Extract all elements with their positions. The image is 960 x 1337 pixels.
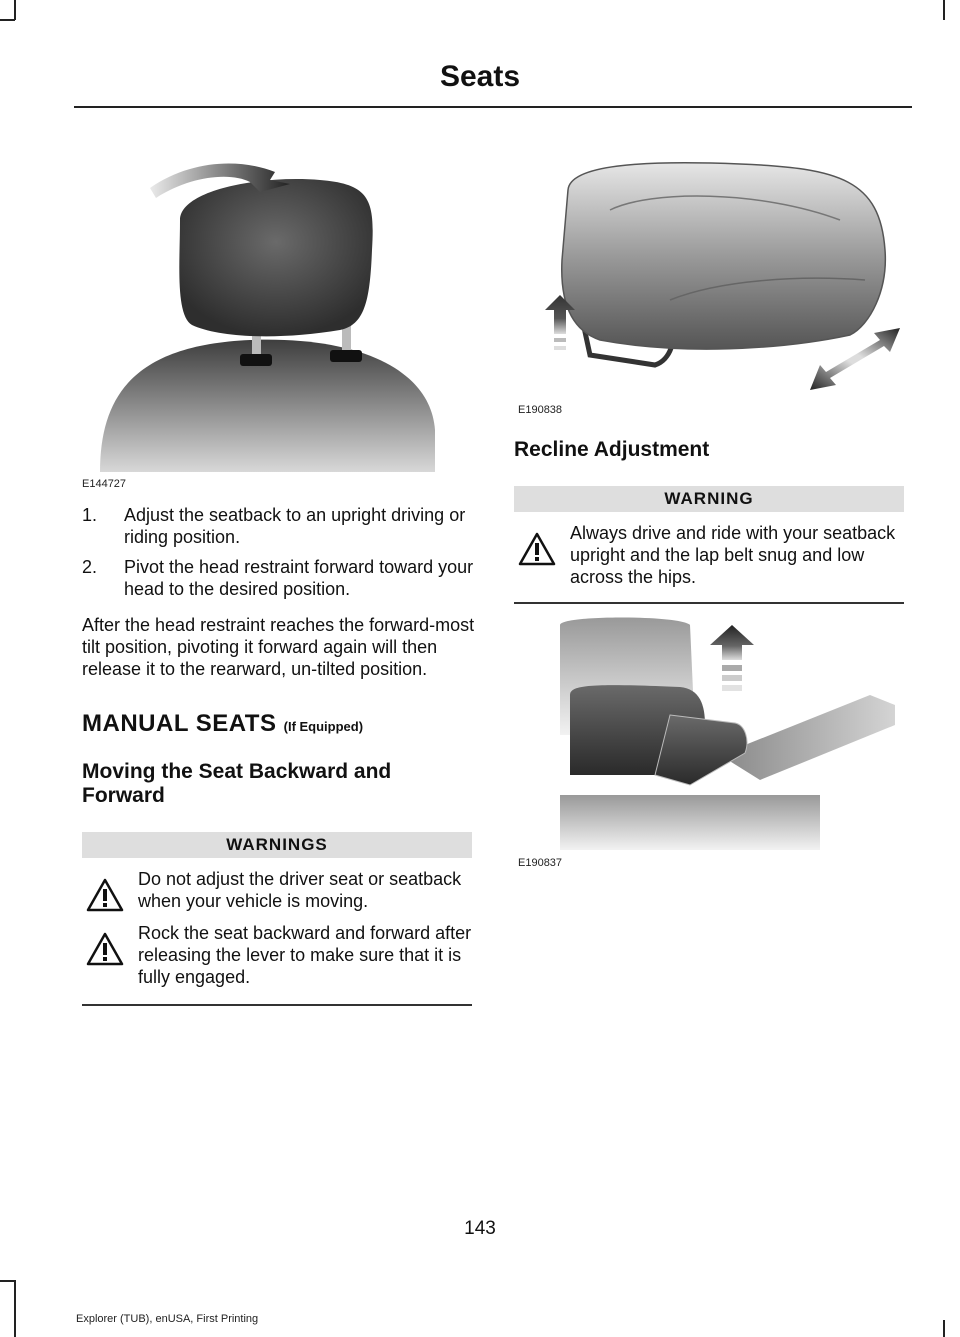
step-number: 1.	[82, 505, 98, 525]
list-item	[82, 504, 476, 548]
step-text: Pivot the head restraint forward toward your head to the desired position.	[124, 557, 474, 599]
seat-cushion-illustration	[520, 150, 910, 400]
section-qualifier: (If Equipped)	[283, 719, 364, 734]
warning-item	[514, 522, 904, 588]
warning-item	[82, 868, 472, 912]
recline-lever-illustration	[520, 615, 900, 850]
warning-text: Do not adjust the driver seat or seatback when your vehicle is moving.	[138, 869, 462, 911]
headrest-illustration	[80, 140, 470, 472]
step-number: 2.	[82, 557, 98, 577]
warning-triangle-icon	[518, 532, 556, 566]
header-rule	[74, 106, 912, 108]
page-title: Seats	[439, 60, 521, 93]
subsection-heading: Recline Adjustment	[514, 438, 710, 461]
warnings-box	[82, 832, 472, 1006]
body-paragraph: After the head restraint reaches the forward-most tilt position, pivoting it forward again will then release it to the rearward, un-tilted position.	[82, 615, 475, 679]
crop-mark	[0, 19, 15, 21]
section-title: MANUAL SEATS	[82, 710, 277, 737]
adjustment-steps	[82, 504, 476, 600]
figure-label: E144727	[82, 478, 127, 490]
subsection-heading: Moving the Seat Backward and Forward	[82, 760, 392, 807]
warning-triangle-icon	[86, 932, 124, 966]
warning-text: Always drive and ride with your seatback upright and the lap belt snug and low across the hips.	[570, 523, 896, 587]
warning-text: Rock the seat backward and forward after releasing the lever to make sure that it is fully engaged.	[138, 923, 472, 987]
section-heading	[82, 710, 476, 738]
page-number: 143	[464, 1218, 496, 1239]
step-text: Adjust the seatback to an upright driving or riding position.	[124, 505, 466, 547]
warning-triangle-icon	[86, 878, 124, 912]
crop-mark	[14, 1280, 16, 1337]
footer-text: Explorer (TUB), enUSA, First Printing	[76, 1313, 259, 1325]
right-column	[514, 438, 906, 604]
warning-rule	[514, 602, 904, 604]
crop-mark	[14, 0, 16, 20]
crop-mark	[943, 0, 945, 20]
crop-mark	[943, 1320, 945, 1337]
warnings-heading: WARNINGS	[82, 832, 472, 858]
list-item	[82, 556, 476, 600]
warning-item	[82, 922, 472, 988]
figure-label: E190838	[518, 404, 563, 416]
figure-label: E190837	[518, 857, 563, 869]
crop-mark	[0, 1280, 15, 1282]
warnings-rule	[82, 1004, 472, 1006]
warning-heading: WARNING	[514, 486, 904, 512]
left-column	[82, 504, 476, 1006]
warning-box	[514, 486, 904, 604]
